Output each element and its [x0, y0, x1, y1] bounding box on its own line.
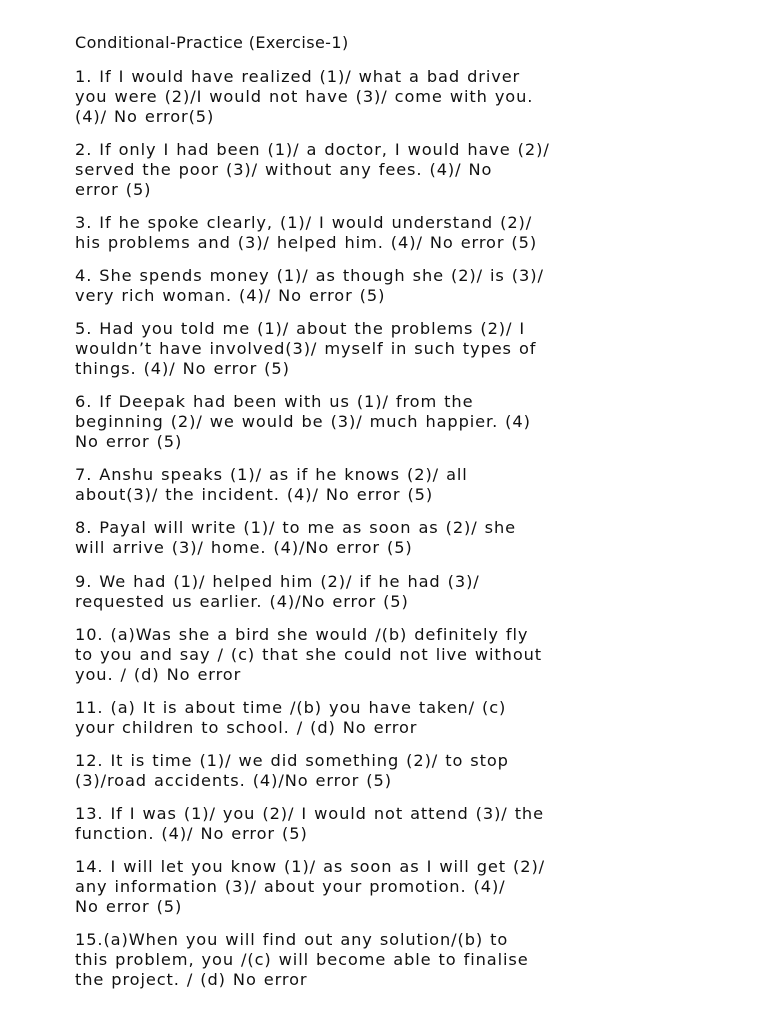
question-11: 11. (a) It is about time /(b) you have taken/ (c) your children to school. / (d) No error	[75, 698, 507, 738]
question-2: 2. If only I had been (1)/ a doctor, I would have (2)/ served the poor (3)/ without any fees. (4)/ No error (5)	[75, 140, 550, 200]
question-12: 12. It is time (1)/ we did something (2)/ to stop (3)/road accidents. (4)/No error (5)	[75, 751, 509, 791]
question-10: 10. (a)Was she a bird she would /(b) definitely fly to you and say / (c) that she could not live without you. / (d) No error	[75, 625, 543, 685]
question-5: 5. Had you told me (1)/ about the problems (2)/ I wouldn’t have involved(3)/ myself in such types of things. (4)/ No error (5)	[75, 319, 537, 379]
question-3: 3. If he spoke clearly, (1)/ I would understand (2)/ his problems and (3)/ helped him. (4)/ No error (5)	[75, 213, 538, 253]
question-1: 1. If I would have realized (1)/ what a bad driver you were (2)/I would not have (3)/ come with you. (4)/ No error(5)	[75, 67, 534, 127]
question-7: 7. Anshu speaks (1)/ as if he knows (2)/ all about(3)/ the incident. (4)/ No error (5)	[75, 465, 468, 505]
question-9: 9. We had (1)/ helped him (2)/ if he had (3)/ requested us earlier. (4)/No error (5)	[75, 572, 480, 612]
question-6: 6. If Deepak had been with us (1)/ from the beginning (2)/ we would be (3)/ much happier. (4) No error (5)	[75, 392, 531, 452]
question-4: 4. She spends money (1)/ as though she (2)/ is (3)/ very rich woman. (4)/ No error (5)	[75, 266, 544, 306]
question-14: 14. I will let you know (1)/ as soon as I will get (2)/ any information (3)/ about your promotion. (4)/ No error (5)	[75, 857, 546, 917]
question-15: 15.(a)When you will find out any solution/(b) to this problem, you /(c) will become able to finalise the project. / (d) No error	[75, 930, 529, 990]
question-13: 13. If I was (1)/ you (2)/ I would not attend (3)/ the function. (4)/ No error (5)	[75, 804, 544, 844]
question-8: 8. Payal will write (1)/ to me as soon as (2)/ she will arrive (3)/ home. (4)/No error (5)	[75, 518, 517, 558]
page-title: Conditional-Practice (Exercise-1)	[75, 33, 349, 52]
